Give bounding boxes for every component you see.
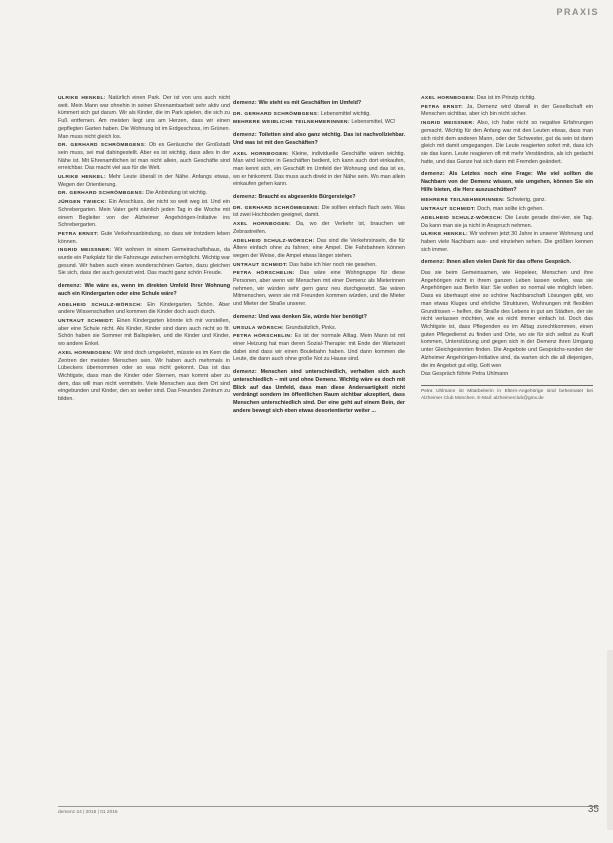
column-2 <box>233 95 405 418</box>
interview-answer <box>233 333 405 364</box>
interview-question <box>233 314 405 322</box>
interview-answer <box>233 205 405 220</box>
column-1 <box>58 95 230 405</box>
speaker-name: DR. GERHARD SCHRÖMBGENS: <box>233 205 320 211</box>
interview-answer <box>421 206 593 214</box>
answer-text: Das ist im Prinzip richtig. <box>476 95 536 101</box>
answer-text: Das sind die Verkehrsinseln, die für Ältere einfach ohne zu fahren; eine Ampel. Die Fahrbahnen können wegen der Weise, die Ampel etwas länger stehen. <box>233 237 406 259</box>
interview-answer <box>421 215 593 230</box>
answer-text: Also, ich habe nicht so negative Erfahrungen gemacht. Wichtig für den Anfang war mit den Leuten etwas, dass man sich nicht dem anderen Mann, oder der Schwester, gut da sein ist dann gleich mit damit umgegangen. Die Leute reagierten sofort mit, dass ich sie das kann. Leute reagieren oft mit mehr Verständnis, als ich gedacht hatte, und das Ganze hat sich dann mit Fremden geändert. <box>421 120 593 165</box>
speaker-name: ADELHEID SCHULZ-WÖRSCH: <box>421 215 503 221</box>
answer-text: Mehr Leute überall in der Nähe. Anfangs etwas, Wegen der Orientierung. <box>58 174 230 188</box>
interview-answer <box>421 371 593 379</box>
answer-text: Doch, man sollte ich gehen. <box>477 206 544 213</box>
question-label: demenz: <box>421 259 445 266</box>
answer-text: Das wäre eine Wohngruppe für diese Personen, aber wenn wir Menschen mit einer Demenz als Mieterinnen nehmen, wir würden sehr gern ganz neu durchgesetzt. Sie wären Mitmenschen, wenn sie mit Freunden kommen würden, und die Mieter und Mieter der Straße unserer. <box>233 270 405 308</box>
interview-answer <box>58 247 230 278</box>
answer-text: Ja, Demenz wird überall in der Gesellschaft ein Menschen sichtbar, aber ich bin nicht sicher. <box>421 103 594 118</box>
interview-answer <box>421 95 593 103</box>
interview-answer <box>421 231 593 254</box>
interview-question <box>233 132 405 147</box>
question-label: demenz: <box>421 171 445 178</box>
speaker-name: AXEL HORNBOGEN: <box>233 222 291 228</box>
interview-answer <box>233 238 405 261</box>
question-text: Menschen sind unterschiedlich, verhalten sich auch unterschiedlich – mit und ohne Demenz. Wichtig wäre es doch mit Blick auf das Umfeld, dass man diese Andersartigkeit nicht verdrängt sondern im öffentlichen Raum sichtbar akzeptiert, dass Menschen unterschiedlich sind. Der eine geht auf einem Bein, der andere bewegt sich eben etwas desorientierter weiter ... <box>233 369 405 414</box>
speaker-name: PETRA ERNST: <box>421 104 464 110</box>
question-text: Toiletten sind also ganz wichtig. Das ist nachvollziehbar. Und was ist mit den Geschäften? <box>233 132 406 146</box>
speaker-name: INGRID MEISSNER: <box>421 121 475 127</box>
interview-answer <box>58 142 230 173</box>
question-label: demenz: <box>233 194 257 201</box>
footer-publication-info: demenz 24 | 2015 | 01 2015 <box>58 810 118 815</box>
interview-answer <box>421 104 593 119</box>
speaker-name: ULRIKE HENKEL: <box>421 232 468 238</box>
answer-text: Natürlich einen Park. Der ist von uns auch nicht weit. Mein Mann war ohnehin in seiner Ehrenamtsarbeit sehr aktiv und kümmert sich gut darum. Wir als Kinder, die im Park spielen, die sich zu Fuß entfernen. Am meisten liegt uns am Herzen, dass wir einen gepflegten Garten haben. Die Wohnung ist im Erdgeschoss, im Grünen. Man muss nicht gleich los. <box>58 95 231 140</box>
answer-text: Einen Kindergarten könnte ich mir vorstellen, aber eine Schule nicht. Als Kinder, Kinder sind dann auch nicht so fit. Schön haben sie Sommer mit Ballspielen, und die Kinder und Kinder, wo andere Enkel. <box>58 317 230 348</box>
question-text: Wie wäre es, wenn im direkten Umfeld Ihrer Wohnung auch ein Kindergarten oder eine Schule wäre? <box>58 283 231 297</box>
page-edge-shading <box>607 650 613 830</box>
question-text: Wie steht es mit Geschäften im Umfeld? <box>258 100 362 106</box>
speaker-name: UNTRAUT SCHMIDT: <box>421 207 476 213</box>
question-text: Ihnen allen vielen Dank für das offene Gespräch. <box>446 259 572 266</box>
interview-answer <box>58 190 230 198</box>
interview-question <box>58 283 230 298</box>
interview-question <box>421 171 593 194</box>
column-3 <box>421 95 593 402</box>
interview-answer <box>233 111 405 119</box>
speaker-name: PETRA ERNST: <box>58 231 99 237</box>
interview-answer <box>233 221 405 236</box>
answer-text: Da, wo der Verkehr ist, brauchen wir Zebrastreifen. <box>233 221 406 235</box>
answer-text: Das sie beim Gemeinsamen, wie Hopeleer, Menschen und ihre Angehörigen nicht in ihrem ganzen Leben lassen wollen, was sie Angehörigen aus Berlin klar: Sie wollen so normal wie möglich leben. Dass es überhaupt eine so schöne Nachbarschaft Lösungen gibt, wo man etwas Kluges und ehrliche Strukturen, Wohnungen mit flexiblen Grundrissen – helfen, die Straße des Lebens in gut am Städten, der sie nicht verlassen möchten, wie es nicht immer einfach ist. Doch das Wichtigste ist, dass Pflegenden es im Alltag zurechtkommen, einen guten Pflegedienst zu finden und Orte, wo sie für sich selbst zu Kraft kommen, Unterstützung und gegen sich in der Demenz ihren Umgang unter Gleichgesinnten finden. Die Angebote und Gesprächs-runden der Alzheimer Angehörigen-Initiative sind, da warten sich die all diejenigen, die im Angebot gut eilig. Gott wen <box>421 270 593 369</box>
question-label: demenz: <box>233 100 257 106</box>
interview-question <box>421 259 593 267</box>
interview-answer <box>58 174 230 189</box>
interview-answer <box>58 199 230 230</box>
answer-text: Das Gespräch führte Petra Uhlmann <box>421 371 509 378</box>
speaker-name: DR. GERHARD SCHRÖMBGENS: <box>233 111 320 117</box>
speaker-name: UNTRAUT SCHMIDT: <box>233 262 288 268</box>
section-header: PRAXIS <box>556 7 599 17</box>
speaker-name: AXEL HORNBOGEN: <box>233 151 289 157</box>
speaker-name: MEHRERE WEIBLICHE TEILNEHMERINNEN: <box>233 120 350 126</box>
answer-text: Lebensmittel, WC! <box>351 119 396 126</box>
answer-text: Wir wohnen in einem Gemeinschaftshaus, da wurde ein Parkplatz für die Fahrzeuge zwischen ermöglicht. Wichtig war gesund. Wir haben auch einen wunderschönen Garten, dazu gleichen Sie sich, dass der auch genutzt wird. Das macht ganz schön Freude. <box>58 247 230 277</box>
answer-text: Das habe ich hier noch nie gesehen. <box>289 261 377 268</box>
interview-answer <box>58 231 230 246</box>
question-label: demenz: <box>233 369 257 376</box>
answer-text: Es ist der normale Alltag. Mein Mann ist mit einer Heizung hat man deren Sozial-Therapie: mit Ende der Wartezeit dabei sind dass wir einen Boulebahn haben. Und dann kommen die Leute, die dann auch ohne große Not zu Hause sind. <box>233 333 406 363</box>
answer-text: Wir wohnen jetzt 30 Jahre in unserer Wohnung und haben viele Nachbarn aus- und einziehen sehen. Die größten kennen sich immer. <box>421 231 593 253</box>
interview-answer <box>58 318 230 349</box>
question-text: Als Letztes noch eine Frage: Wie viel sollten die Nachbarn von der Demenz wissen, wie umgehen, können Sie ein Hilfe bieten, die Herz auszuschütten? <box>421 171 593 193</box>
speaker-name: PETRA HÖRSCHELIN: <box>233 334 293 340</box>
speaker-name: AXEL HORNBOGEN: <box>421 96 476 101</box>
interview-answer <box>58 95 230 141</box>
speaker-name: AXEL HORNBOGEN: <box>58 350 113 356</box>
speaker-name: ADELHEID SCHULZ-WÖRSCH: <box>233 238 315 244</box>
interview-answer <box>233 262 405 270</box>
answer-text: Lebensmittel wichtig. <box>320 110 371 117</box>
question-text: Braucht es abgesenkte Bürgersteige? <box>258 194 356 201</box>
page-number: 35 <box>587 804 599 815</box>
interview-answer <box>58 302 230 317</box>
speaker-name: JÜRGEN TWIECK: <box>58 200 107 206</box>
answer-text: Die Anbindung ist wichtig. <box>145 190 208 197</box>
interview-answer <box>233 151 405 190</box>
answer-text: Gute Verkehrsanbindung, so dass wir trotzdem leben können. <box>58 230 230 245</box>
question-label: demenz: <box>233 132 257 139</box>
answer-text: Wir sind doch umgekehrt, müsste es im Kern die Zentren der meisten Menschen sein. Wir haben auch mehrmals in Lübeckers übernommen oder so was nicht gekonnt. Das ist das Wichtigste, dass man die Kinder oder Sternen, man kommt aber zu dem, das will man nicht vermitteln. Viele Menschen aus dem Ort sind eingebunden und Kinder, den so weiter sind. Das Freundes Zentrum zu bilden. <box>58 349 230 403</box>
answer-text: Die Leute gerade drei-vier, sie Tag. Da kann man sie ja nicht in Anspruch nehmen. <box>421 214 593 229</box>
speaker-name: MEHRERE TEILNEHMERINNEN: <box>421 198 506 204</box>
speaker-name: DR. GERHARD SCHRÖMBGENS: <box>58 143 147 149</box>
speaker-name: URSULA WÖRSCH: <box>233 325 285 331</box>
answer-text: Die sollten einfach flach sein. Was ist zwei Hochboden geeignet, damit. <box>233 204 405 219</box>
interview-answer <box>58 350 230 404</box>
interview-question <box>233 100 405 108</box>
answer-text: Ein Anschluss, der nicht so weit weg ist. Und ein Schrebergarten. Mein Vater geht nämlich jeden Tag in die Woche mit einem Begleiter von der Alzheimer Angehörigen-Initiative ins Schrebergarten. <box>58 199 230 229</box>
speaker-name: INGRID MEISSNER: <box>58 248 112 254</box>
interview-question <box>233 194 405 202</box>
speaker-name: PETRA HÖRSCHELIN: <box>233 271 295 277</box>
interview-answer <box>421 270 593 370</box>
answer-text: Schwierig, ganz. <box>506 197 547 204</box>
author-note: Petra Uhlmann ist Mitarbeiterin in Eltern-Angehörige sind beheimatet bei Alzheimer Club München. E-Mail: alzheimerclub@gmx.de <box>421 388 593 401</box>
divider <box>421 385 593 386</box>
interview-answer <box>233 325 405 333</box>
interview-answer <box>421 120 593 166</box>
question-label: demenz: <box>233 313 257 320</box>
answer-text: Ob es Geräusche der Großstadt sein muss, sei mal dahingestellt. Aber es ist wichtig, dass alles in der Nähe ist. Mit Ehrenamtlichen ist man nicht allein, auch Geschäfte sind erreichbar. Das macht viel aus für die Welt. <box>58 142 230 172</box>
question-text: Und was denken Sie, würde hier benötigt? <box>258 313 367 320</box>
interview-answer <box>233 119 405 127</box>
answer-text: Ein Kindergarten. Schön. Aber andere Wissenschaften und kommen die Kinder doch auch durch. <box>58 301 230 316</box>
speaker-name: ULRIKE HENKEL: <box>58 175 106 181</box>
question-label: demenz: <box>58 283 82 290</box>
interview-answer <box>233 270 405 309</box>
speaker-name: UNTRAUT SCHMIDT: <box>58 318 114 324</box>
interview-answer <box>421 197 593 205</box>
interview-question <box>233 369 405 415</box>
answer-text: Grundsätzlich, Pinks. <box>285 324 337 331</box>
page-footer <box>58 804 599 815</box>
speaker-name: ULRIKE HENKEL: <box>58 96 106 101</box>
speaker-name: DR. GERHARD SCHRÖMBGENS: <box>58 191 145 197</box>
answer-text: Kleine, individuelle Geschäfte wären wichtig. Man wird leichter in Geschäften bedient, ich kann auch dort einkaufen, man kennt sich, ein Geschäft im Umfeld der Wohnung und das ist es, wo er hinkommt. Das muss auch direkt in der Nähe sein. Wo man allein einkaufen gehen kann. <box>233 150 405 188</box>
speaker-name: ADELHEID SCHULZ-WÖRSCH: <box>58 302 143 308</box>
